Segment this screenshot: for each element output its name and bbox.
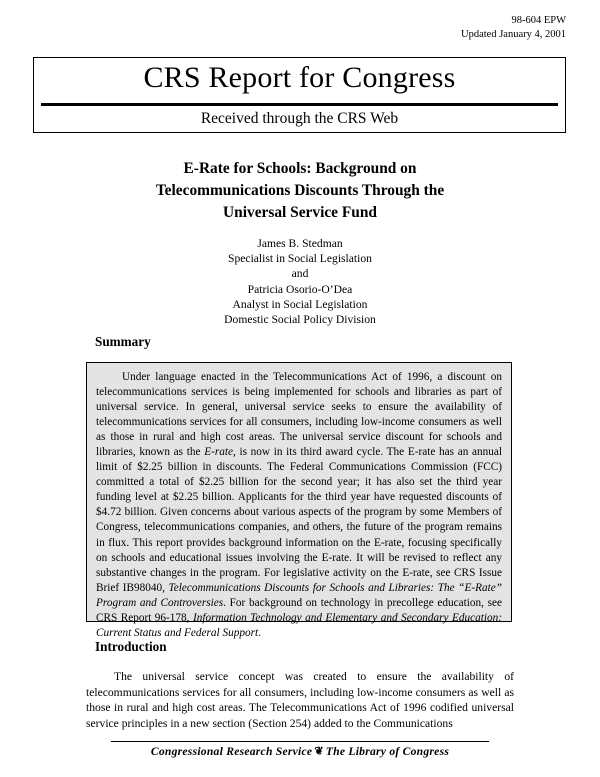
page-title-line-2: Telecommunications Discounts Through the [155,182,445,199]
summary-part-1: Under language enacted in the Telecommunications Act of 1996, a discount on telecommunications services is being implemented for schools and libraries as part of universal service. In general, universal service seeks to ensure the availability of telecommunications services for all consumers, including low-income consumers as well as those in rural and high cost areas. The universal service discount for schools and libraries, known as the [96,371,502,459]
author-role-1: Specialist in Social Legislation [228,252,372,266]
footer-divider [111,741,489,742]
author-name-2: Patricia Osorio-O’Dea [247,282,353,296]
crs-masthead [33,57,566,133]
summary-italic-title-2: Information Technology and Elementary and Secondary Education: Current Status and Federal Support [96,611,502,639]
author-name-1: James B. Stedman [257,237,343,250]
summary-heading: Summary [95,334,151,349]
summary-italic-title-1: Telecommunications Discounts for Schools and Libraries: The “E-Rate” Program and Controversies [96,581,502,609]
footer-organization: Congressional Research Service [150,745,313,758]
report-updated-date: Updated January 4, 2001 [461,29,566,40]
masthead-subtitle: Received through the CRS Web [200,110,399,127]
summary-part-4: . [258,626,261,639]
summary-italic-term: E-rate [204,446,233,459]
footer-institution: The Library of Congress [325,745,450,758]
author-conjunction: and [291,267,309,281]
masthead-title: CRS Report for Congress [143,61,456,94]
report-number: 98-604 EPW [511,15,566,26]
masthead-divider [41,103,558,106]
page-title-line-3: Universal Service Fund [223,204,377,221]
summary-text [96,370,502,641]
fleuron-ornament-icon: ❦ [314,745,324,758]
summary-part-2: , is now in its third award cycle. The E-rate has an annual limit of $2.25 billion in discounts. The Federal Communications Commission (FCC) committed a total of $2.25 billion for the second year; it has also set the third year funding level at $2.25 billion. Applicants for the third year have requested discounts of $4.72 billion. Given concerns about various aspects of the program by some Members of Congress, telecommunications companies, and others, the future of the program remains in flux. This report provides background information on the E-rate, focusing specifically on schools and educational issues involving the E-rate. It will be revised to reflect any substantive changes in the program. For legislative activity on the E-rate, see CRS Issue Brief IB98040, [96,446,502,594]
author-division: Domestic Social Policy Division [224,313,376,327]
page-footer [0,744,600,760]
introduction-text: The universal service concept was created to ensure the availability of telecommunications services for all consumers, including low-income consumers as well as those in rural and high cost areas. The Telecommunications Act of 1996 codified universal service principles in a new section (Section 254) added to the Communications [86,670,514,730]
page-title [70,158,530,224]
summary-part-3: . For background on technology in precollege education, see CRS Report 96-178, [96,596,502,624]
report-identification [461,14,566,42]
author-block [70,236,530,327]
summary-box [86,362,512,639]
page-title-line-1: E-Rate for Schools: Background on [183,160,417,177]
introduction-paragraph [86,669,514,731]
author-role-2: Analyst in Social Legislation [232,297,368,311]
introduction-heading: Introduction [95,639,167,654]
